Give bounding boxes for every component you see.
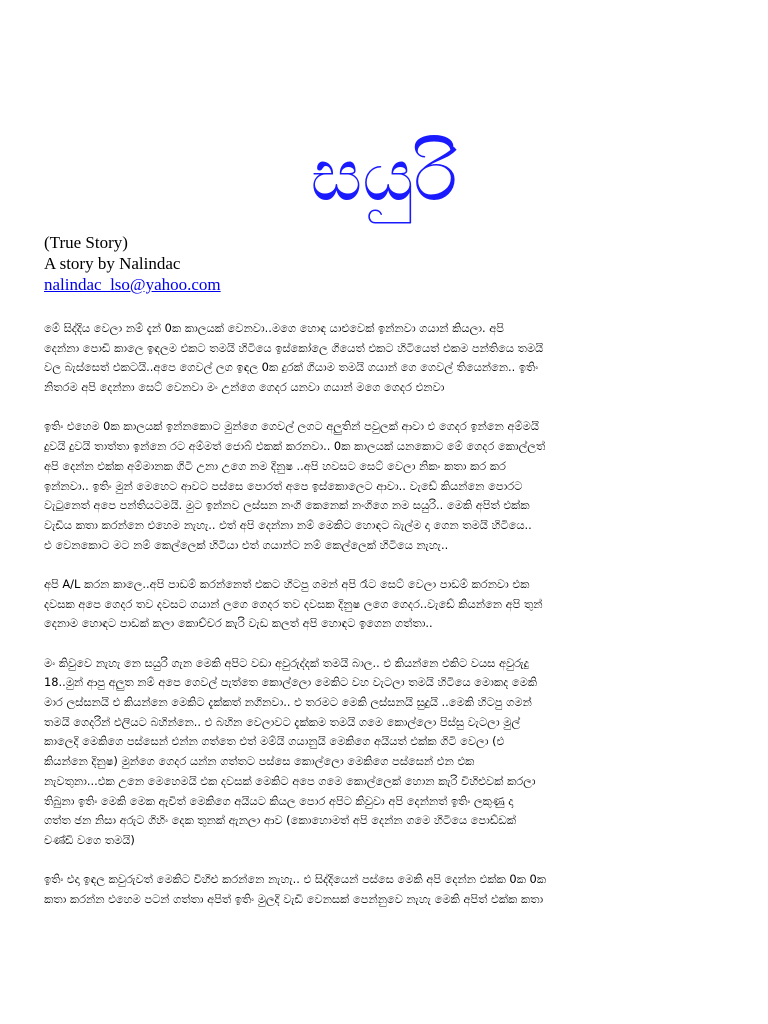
paragraph-line: මේ සිද්දිය වෙලා නම් දැන් 0ක කාලයක් වෙනවා..මගෙ හොඳ යාළුවෙක් ඉන්නවා ගයාන් කියලා. අපි: [44, 321, 504, 335]
paragraph-line: 18..මුන් ආපු අලුත නම් අපෙ ගෙවල් පැත්තෙ කොල්ලො මෙකිට වහ වැටලා තමයි හිටියෙ මොකද මෙකි: [44, 675, 537, 690]
paragraph-line: වැටුනෙත් අපෙ පන්තියටමයි. මුට ඉන්නව ලස්සන නංගි කෙනෙක් නංගිගෙ නම සයුරි.. මෙකි අපිත් එක්ක: [44, 498, 530, 513]
story-paragraph: [44, 319, 724, 398]
story-byline: A story by Nalindac: [44, 254, 181, 273]
paragraph-line: ඉතිං එහෙම 0ක කාලයක් ඉන්නකොට මුන්ගෙ ගෙවල් ලගට අලුතින් පවුලක් ආවා එ ගෙදර ඉන්නෙ අම්මයි: [44, 419, 539, 434]
paragraph-line: මාර ලස්සනයි එ කියන්නෙ මෙකිට දැක්කත් නගිනවා.. එ තරමට මෙකි ලස්සනයි සුදුයි ..මෙකි හිටපු ගමන්: [44, 695, 532, 710]
paragraph-line: චණ්ඩි වගෙ තමයි): [44, 832, 135, 847]
paragraph-line: නිතරම අපි දෙන්නා සෙට් වෙනවා මං උන්ගෙ ගෙදර යනවා ගයාන් මගෙ ගෙදර එනවා: [44, 380, 445, 395]
paragraph-line: කතා කරන්න එහෙම පටන් ගත්තා අපිත් ඉතිං මුලදි වැඩි වෙනසක් පෙන්නුවෙ නැහැ මෙකි අපිත් එක්ක කතා: [44, 891, 544, 906]
story-body: [44, 319, 724, 929]
paragraph-line: දෙන්නා පොඩි කාලෙ ඉඳලම එකට තමයි හිටියෙ ඉස්කෝලෙ ගියෙත් එකට හිටියෙත් එකම පන්තියෙ තමයි: [44, 340, 544, 355]
paragraph-line: කාලෙදි මෙකිගෙ පස්සෙන් එන්න ගත්තෙ එත් මම්යි ගයානුයි මෙකිගෙ අයියත් එක්ක ගිටි වෙලා (එ: [44, 734, 505, 749]
paragraph-line: ඉතිං එදා ඉඳල කවුරුවත් මෙකිට විහිළු කරන්නෙ නැහැ.. එ සිද්දියෙන් පස්සෙ මෙකි අපි දෙන්න එක්ක 0ක 0ක: [44, 872, 546, 887]
paragraph-line: දවසක අපෙ ගෙදර තව දවසට ගයාන් ලගෙ ගෙදර තව දවසක දිනුෂ ලගෙ ගෙදර..වැඩේ කියන්නෙ අපි තුන්: [44, 596, 543, 611]
story-paragraph: [44, 417, 724, 555]
paragraph-line: මං කිවුවෙ නැහැ නෙ සයුරි ගැන මෙකි අපිට වඩා අවුරුද්දක් තමයි බාල.. එ කියන්නෙ එකිට වයස අවුරුදු: [44, 655, 529, 670]
story-paragraph: [44, 654, 724, 851]
paragraph-line: අපි A/L කරන කාලෙ..අපි පාඩම් කරන්නෙත් එකට හිටපු ගමන් අපි රෑට සෙට් වෙලා පාඩම් කරනවා එක: [44, 576, 530, 591]
paragraph-line: අපි දෙන්න එක්ක අම්මානක ගිටි උනා උගෙ නම දිනුෂ ..අපි හවසට සෙට් වෙලා නිකං කතා කර කර: [44, 458, 506, 473]
paragraph-line: තිබුනා ඉතිං මෙකි මෙක ඇවිත් මෙකිගෙ අයියට කියල පොර අපිට කිවුවා අපි දෙන්නත් ඉතිං ලකුණු දා: [44, 793, 514, 808]
story-paragraph: [44, 870, 724, 909]
story-paragraph: [44, 575, 724, 634]
paragraph-line: ගත්ත ඡන නිසා අරුට ගිහිං දෙක තුනක් ඇනලා ආව (කොහොමත් අපි දෙන්න ගමෙ හිටියෙ පොඩ්ඩක්: [44, 813, 516, 828]
story-subtitle: (True Story): [44, 233, 128, 252]
paragraph-line: නැවතුනා...එක උනෙ මෙහෙමයි එක දවසක් මෙකිට අපෙ ගමෙ කොල්ලෙක් හොන කැරි විහිළුවක් කරලා: [44, 773, 536, 788]
paragraph-line: වැඩිය කතා කරන්නෙ එහෙම නැහැ.. එත් අපි දෙන්නා නම් මෙකිට හොඳට බැල්ම දා ගෙන තමයි හිටියෙ..: [44, 517, 532, 532]
paragraph-line: ඉන්නවා.. ඉතිං මුන් මෙහෙට ආවට පස්සෙ පොරත් අපෙ ඉස්කොලෙට ආවා.. වැඩේ කියන්නෙ පොරට: [44, 478, 523, 493]
paragraph-line: දෙනාම හොඳට පාඩක් කලා කොච්චර කැරි වැඩ කලත් අපි හොඳට ඉගෙන ගත්තා..: [44, 616, 433, 631]
paragraph-line: තමයි ගෙදරින් එලියට බහින්නෙ.. එ බහින වෙලාවට දැක්කම තමයි ගමෙ කොල්ලො පිස්සු වැටලා මුල්: [44, 714, 521, 729]
story-title: සයුරි: [310, 133, 458, 217]
story-meta: [44, 232, 221, 295]
paragraph-line: වල බැස්සෙත් එකටයි..අපෙ ගෙවල් ලග ඉඳල 0ක දුරක් ගියාම තමයි ගයාන් ගෙ ගෙවල් තියෙන්නෙ.. ඉතිං: [44, 360, 539, 375]
paragraph-line: එ වෙනකොට මට නම් කෙල්ලෙක් හිටියා එත් ගයාන්ට නම් කෙල්ලෙක් හිටියෙ නැහැ..: [44, 537, 449, 552]
author-email-link[interactable]: nalindac_lso@yahoo.com: [44, 275, 221, 294]
paragraph-line: දුවයි දුවයි තාත්තා ඉන්නෙ රට අම්මත් ජොබ් එකක් කරනවා.. 0ක කාලයක් යනකොට මේ ගෙදර කොල්ලත්: [44, 439, 546, 454]
paragraph-line: කියන්නෙ දිනුෂ) මුන්ගෙ ගෙදර යන්න ගත්තට පස්සෙ කොල්ලො මෙකිගෙ පස්සෙන් එන එක: [44, 754, 475, 769]
